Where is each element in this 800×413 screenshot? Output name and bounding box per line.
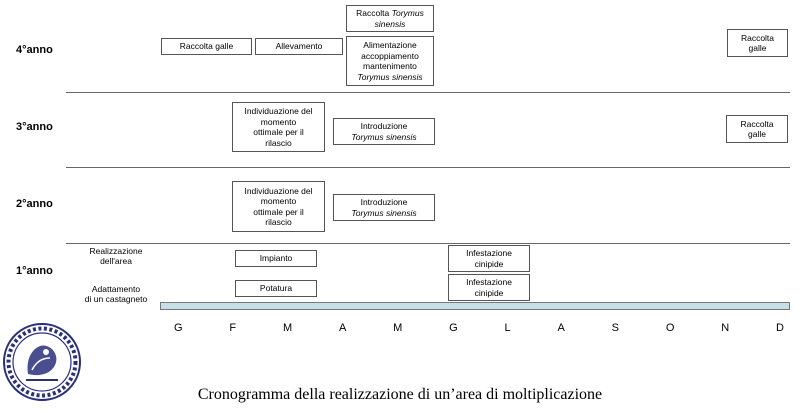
month-label: D: [775, 322, 784, 334]
realizzazione-label: [78, 246, 154, 266]
box-text: Allevamento: [275, 41, 323, 52]
side-text: di un castagneto: [84, 294, 148, 304]
month-axis: [174, 322, 784, 334]
year-4-label: 4°anno: [16, 44, 53, 56]
box-text: mantenimento: [363, 61, 417, 71]
box-text-italic: sinensis: [374, 18, 406, 29]
box-text: Impianto: [259, 253, 293, 264]
box-text: cinipide: [474, 287, 504, 298]
month-label: O: [665, 322, 675, 334]
box-raccolta-galle-end: [726, 115, 788, 143]
box-text: Raccolta: [740, 118, 774, 129]
box-individuazione: [232, 181, 325, 232]
box-text: ottimale per il: [253, 127, 304, 137]
box-text-italic: Torymus: [391, 8, 424, 18]
box-text: momento: [260, 116, 297, 127]
month-label: A: [557, 322, 565, 334]
figure-caption: Cronogramma della realizzazione di un’area di moltiplicazione: [197, 386, 603, 403]
row-divider: [66, 92, 790, 93]
year-2-label: 2°anno: [16, 198, 53, 210]
box-text: Raccolta galle: [179, 41, 234, 52]
box-text: Alimentazione: [363, 40, 417, 50]
month-label: L: [504, 322, 511, 334]
box-text: momento: [260, 196, 297, 206]
month-label: G: [174, 322, 183, 334]
box-introduzione: [333, 194, 435, 221]
box-raccolta-torymus: [346, 5, 434, 32]
box-text: accoppiamento: [361, 50, 419, 61]
box-text: rilascio: [265, 217, 292, 227]
box-text: Infestazione: [466, 248, 512, 258]
month-label: G: [449, 322, 458, 334]
row-divider: [66, 243, 790, 244]
year-3-label: 3°anno: [16, 121, 53, 133]
box-potatura: [235, 280, 317, 297]
month-label: S: [611, 322, 619, 334]
box-text: Individuazione del: [244, 185, 313, 196]
box-raccolta-galle: [161, 38, 252, 55]
side-text: Realizzazione: [89, 246, 143, 256]
year-1-label: 1°anno: [16, 265, 53, 277]
month-label: M: [282, 322, 293, 334]
box-individuazione: [232, 102, 325, 152]
box-infestazione-cinipide: [448, 245, 530, 272]
box-text: Raccolta: [740, 32, 775, 43]
box-text: Introduzione: [360, 121, 408, 131]
box-text: rilascio: [265, 137, 292, 148]
box-impianto: [235, 250, 317, 267]
box-text: cinipide: [474, 258, 504, 269]
box-text-italic: Torymus sinensis: [351, 207, 417, 218]
box-text: ottimale per il: [253, 206, 304, 217]
box-text-italic: Torymus sinensis: [351, 131, 417, 142]
row-divider: [66, 167, 790, 168]
box-text: Infestazione: [466, 277, 512, 287]
month-label: A: [338, 322, 347, 334]
box-infestazione-cinipide: [448, 274, 530, 301]
box-text: Potatura: [259, 283, 293, 294]
month-label: M: [393, 322, 403, 334]
box-text: Introduzione: [360, 197, 408, 207]
timeline-bar: [160, 302, 790, 310]
side-text: Adattamento: [91, 284, 141, 294]
side-text: dell'area: [100, 256, 132, 266]
box-text: Raccolta: [356, 8, 390, 18]
box-raccolta-galle-end: [727, 29, 788, 57]
box-allevamento: [255, 38, 343, 55]
box-text: galle: [748, 129, 766, 139]
box-alimentazione: [346, 36, 434, 86]
box-introduzione: [333, 118, 435, 145]
box-text: galle: [748, 43, 767, 53]
adattamento-label: [76, 284, 156, 304]
month-label: F: [229, 322, 237, 334]
box-text: Individuazione del: [244, 106, 313, 116]
month-label: N: [721, 322, 730, 334]
box-text-italic: Torymus sinensis: [357, 71, 423, 82]
